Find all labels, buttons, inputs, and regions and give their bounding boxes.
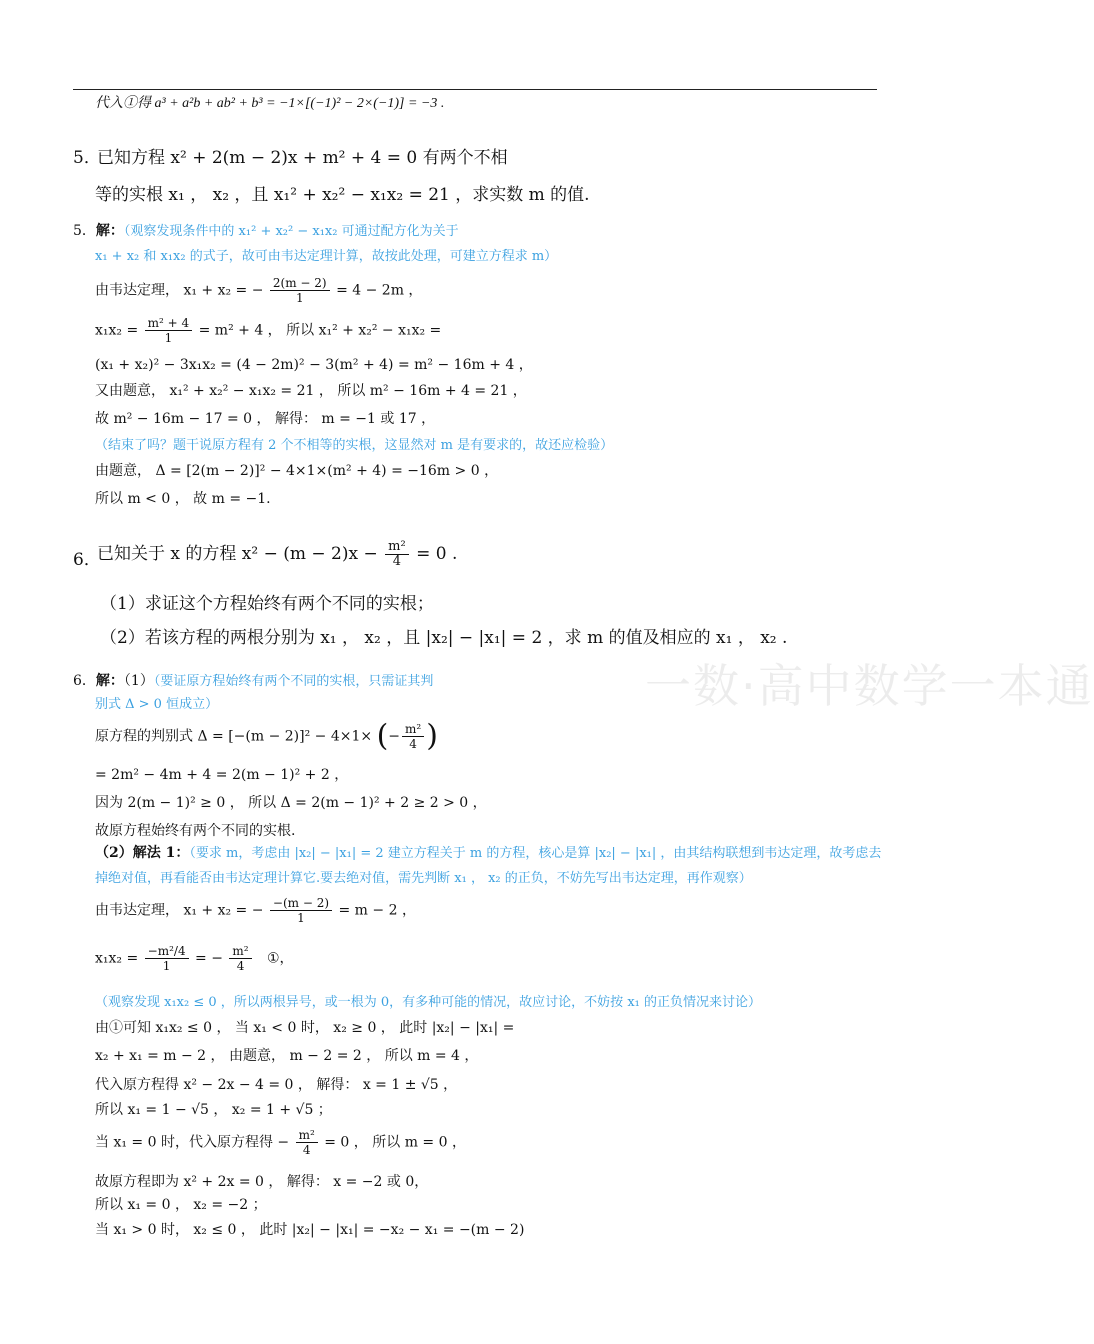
denominator: 4 [392, 554, 402, 569]
solution-line: 当 x₁ > 0 时， x₂ ≤ 0 ， 此时 |x₂| − |x₁| = −x₂ − x₁ = −(m − 2) [95, 1222, 525, 1238]
fraction [402, 722, 424, 751]
expr: = m − 2 ， [338, 902, 416, 919]
solution-line: 故原方程始终有两个不同的实根. [95, 823, 296, 839]
expr: = 0 . [416, 544, 458, 564]
denominator: 1 [164, 331, 173, 345]
fraction [270, 896, 332, 925]
fraction [229, 944, 251, 973]
solution-line: 由题意， Δ = [2(m − 2)]² − 4×1×(m² + 4) = −16m > 0 ， [95, 463, 499, 479]
solution-line: 所以 m < 0 ， 故 m = −1. [95, 491, 271, 507]
solution-number [73, 670, 433, 690]
hint-text: （要证原方程始终有两个不同的实根，只需证其判 [153, 674, 434, 689]
solution-line: 所以 x₁ = 1 − √5 ， x₂ = 1 + √5 ； [95, 1102, 332, 1118]
problem-5-line-1: 已知方程 x² + 2(m − 2)x + m² + 4 = 0 有两个不相 [97, 148, 508, 168]
problem-6-line-1 [97, 540, 457, 569]
expr: 原方程的判别式 Δ = [−(m − 2)]² − 4×1× [95, 728, 373, 745]
expr: x₁x₂ = [95, 950, 139, 967]
text-line: 代入①得 a³ + a²b + ab² + b³ = −1×[(−1)² − 2×(−1)] = −3 . [95, 96, 445, 111]
denominator: 1 [295, 291, 304, 305]
hint-text: （结束了吗？题干说原方程有 2 个不相等的实根，这显然对 m 是有要求的，故还应检验） [95, 438, 614, 453]
problem-number: 6． [73, 550, 101, 570]
solution-line [95, 944, 294, 973]
numerator: 2(m − 2) [270, 276, 330, 291]
numerator: m² + 4 [145, 316, 193, 331]
solution-line: 由①可知 x₁x₂ ≤ 0 ， 当 x₁ < 0 时， x₂ ≥ 0 ， 此时 |x₂| − |x₁| = [95, 1020, 515, 1036]
solution-line: 因为 2(m − 1)² ≥ 0 ， 所以 Δ = 2(m − 1)² + 2 ≥ 2 > 0 ， [95, 795, 487, 811]
solution-5-number: 5． [73, 223, 96, 239]
solution-line [95, 1128, 466, 1157]
solution-line: 原方程的判别式 Δ = [−(m − 2)]² − 4×1× (− $\frac{\text{m²}}{4}$ ) [95, 718, 438, 754]
numerator: m² [229, 944, 251, 959]
solution-line: = 2m² − 4m + 4 = 2(m − 1)² + 2 ， [95, 767, 349, 783]
fraction [145, 316, 193, 345]
expr: 由韦达定理， x₁ + x₂ = − [95, 902, 264, 919]
solution-line [95, 276, 422, 305]
problem-5-line-2: 等的实根 x₁ ， x₂ ，且 x₁² + x₂² − x₁x₂ = 21 ，求实数 m 的值. [95, 185, 590, 205]
denominator: 1 [297, 911, 305, 925]
problem-number: 5． [73, 148, 101, 168]
fraction [145, 944, 189, 973]
solution-number [73, 220, 459, 240]
paren-right: ) [426, 718, 438, 754]
solution-line: 所以 x₁ = 0 ， x₂ = −2 ； [95, 1197, 267, 1213]
hint-text: （观察发现 x₁x₂ ≤ 0 ，所以两根异号，或一根为 0，有多种可能的情况，故应讨论，不妨按 x₁ 的正负情况来讨论） [95, 995, 761, 1010]
denominator: 1 [162, 959, 171, 973]
expr: 已知关于 x 的方程 x² − (m − 2)x − [97, 544, 378, 564]
denominator: 4 [302, 1143, 311, 1157]
expr: = 0 ， 所以 m = 0 ， [324, 1134, 466, 1151]
denominator: 4 [236, 959, 245, 973]
paren-left: ( [376, 718, 389, 754]
numerator: m² [385, 540, 409, 555]
expr: x₁x₂ = [95, 322, 139, 339]
method-label: （2）解法 1： [95, 845, 190, 861]
denominator: 4 [409, 737, 417, 751]
fraction [270, 276, 330, 305]
hint-text: （要求 m，考虑由 |x₂| − |x₁| = 2 建立方程关于 m 的方程，核心是算 |x₂| − |x₁| ，由其结构联想到韦达定理，故考虑去 [189, 846, 882, 861]
solution-line: 又由题意， x₁² + x₂² − x₁x₂ = 21 ， 所以 m² − 16m + 4 = 21 ， [95, 383, 527, 399]
header-rule [73, 89, 877, 90]
solution-line [95, 843, 881, 864]
hint-text: 掉绝对值，再看能否由韦达定理计算它.要去绝对值，需先判断 x₁ ， x₂ 的正负，不妨先写出韦达定理，再作观察） [95, 871, 752, 886]
hint-text: x₁ + x₂ 和 x₁x₂ 的式子，故可由韦达定理计算，故按此处理，可建立方程求 m） [95, 249, 558, 264]
problem-6-line-3: （2）若该方程的两根分别为 x₁ ， x₂ ，且 |x₂| − |x₁| = 2 ，求 m 的值及相应的 x₁ ， x₂ . [100, 628, 788, 648]
expr: 由韦达定理， x₁ + x₂ = − [95, 282, 264, 299]
solution-5-label: 解： [95, 223, 124, 239]
solution-line: (x₁ + x₂)² − 3x₁x₂ = (4 − 2m)² − 3(m² + 4) = m² − 16m + 4 ， [95, 357, 533, 373]
problem-6-line-2: （1）求证这个方程始终有两个不同的实根； [100, 594, 434, 614]
solution-line: 故 m² − 16m − 17 = 0 ， 解得： m = −1 或 17 ， [95, 411, 436, 427]
numerator: m² [402, 722, 424, 737]
expr: 当 x₁ = 0 时，代入原方程得 − [95, 1134, 290, 1151]
solution-6-number: 6． [73, 673, 96, 689]
numerator: −(m − 2) [270, 896, 332, 911]
expr: = 4 − 2m ， [336, 282, 423, 299]
solution-line [95, 316, 441, 345]
numerator: −m²/4 [145, 944, 189, 959]
solution-line: x₂ + x₁ = m − 2 ， 由题意， m − 2 = 2 ， 所以 m = 4 ， [95, 1048, 479, 1064]
solution-line: 代入原方程得 x² − 2x − 4 = 0 ， 解得： x = 1 ± √5 ， [95, 1077, 458, 1093]
circled-ref: ①， [266, 950, 294, 967]
solution-line [95, 896, 416, 925]
solution-line: 故原方程即为 x² + 2x = 0 ， 解得： x = −2 或 0， [95, 1174, 429, 1190]
expr: = − [195, 950, 223, 967]
solution-6-label: 解： [95, 673, 124, 689]
numerator: m² [296, 1128, 318, 1143]
watermark: 一数·高中数学一本通 [645, 659, 1094, 713]
hint-text: （观察发现条件中的 x₁² + x₂² − x₁x₂ 可通过配方化为关于 [123, 224, 459, 239]
expr: = m² + 4 ， 所以 x₁² + x₂² − x₁x₂ = [198, 322, 442, 339]
part-label: （1） [123, 673, 154, 689]
fraction [296, 1128, 318, 1157]
fraction [385, 540, 409, 569]
hint-text: 别式 Δ > 0 恒成立） [95, 697, 219, 712]
